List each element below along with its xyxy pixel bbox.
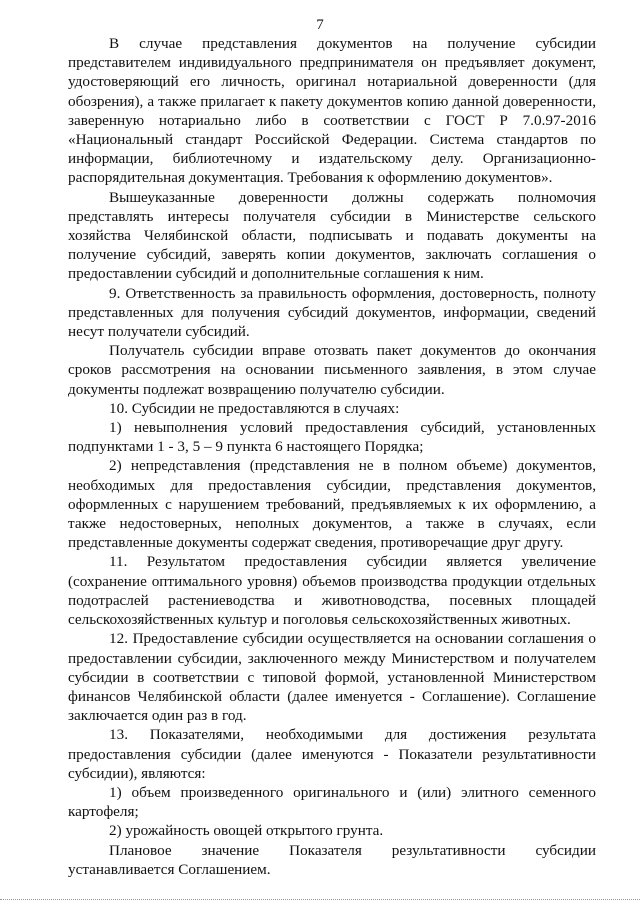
paragraph-item-13-indicators: 13. Показателями, необходимыми для достижения результата предоставления субсидии (далее именуются - Показатели результативности субсидии), являются: (68, 726, 596, 782)
paragraph-item-9-responsibility: 9. Ответственность за правильность оформления, достоверность, полноту представленных для получения субсидий документов, информации, сведений несут получатели субсидий. (68, 284, 596, 341)
paragraph-item-10-sub-2: 2) непредставления (представления не в полном объеме) документов, необходимых для предоставления субсидии, представления документов, оформленных с нарушением требований, предъявляемых к их оформлению, а также недостоверных, неполных документов, а также в случаях, если представленные документы содержат сведения, противоречащие друг другу. (68, 457, 596, 552)
paragraph-power-of-attorney: Вышеуказанные доверенности должны содержать полномочия представлять интересы получателя субсидии в Министерстве сельского хозяйства Челябинской области, подписывать и подавать документы на получение субсидий, заверять копии документов, заключать соглашения о предоставлении субсидий и дополнительные соглашения к ним. (68, 188, 596, 283)
paragraph-item-10-heading: 10. Субсидии не предоставляются в случаях: (109, 399, 400, 417)
paragraph-item-11-result: 11. Результатом предоставления субсидии является увеличение (сохранение оптимального уровня) объемов производства продукции отдельных подотраслей растениеводства и животноводства, посевных площадей сельскохозяйственных культур и поголовья сельскохозяйственных животных. (68, 553, 596, 629)
paragraph-representative-documents: В случае представления документов на получение субсидии представителем индивидуального предпринимателя он предъявляет документ, удостоверяющий его личность, оригинал нотариальной доверенности (для обозрения), а также прилагает к пакету документов копию данной доверенности, заверенную нотариально либо в соответствии с ГОСТ Р 7.0.97-2016 «Национальный стандарт Российской Федерации. Система стандартов по информации, библиотечному и издательскому делу. Организационно-распорядительная документация. Требования к оформлению документов». (68, 35, 596, 187)
paragraph-planned-value: Плановое значение Показателя результативности субсидии устанавливается Соглашением. (68, 841, 596, 878)
paragraph-item-13-sub-1: 1) объем произведенного оригинального и (или) элитного семенного картофеля; (68, 783, 596, 821)
paragraph-item-13-sub-2: 2) урожайность овощей открытого грунта. (109, 822, 384, 840)
paragraph-item-12-agreement: 12. Предоставление субсидии осуществляется на основании соглашения о предоставлении субсидии, заключенного между Министерством и получателем субсидии в соответствии с типовой формой, установленной Министерством финансов Челябинской области (далее именуется - Соглашение). Соглашение заключается один раз в год. (68, 630, 596, 725)
paragraph-withdrawal: Получатель субсидии вправе отозвать пакет документов до окончания сроков рассмотрения на основании письменного заявления, в этом случае документы подлежат возвращению получателю субсидии. (68, 342, 596, 398)
paragraph-item-10-sub-1: 1) невыполнения условий предоставления субсидий, установленных подпунктами 1 - 3, 5 – 9 пункта 6 настоящего Порядка; (68, 419, 596, 456)
document-body (68, 34, 596, 879)
bottom-dotted-rule (0, 899, 640, 900)
page-number: 7 (316, 17, 324, 33)
